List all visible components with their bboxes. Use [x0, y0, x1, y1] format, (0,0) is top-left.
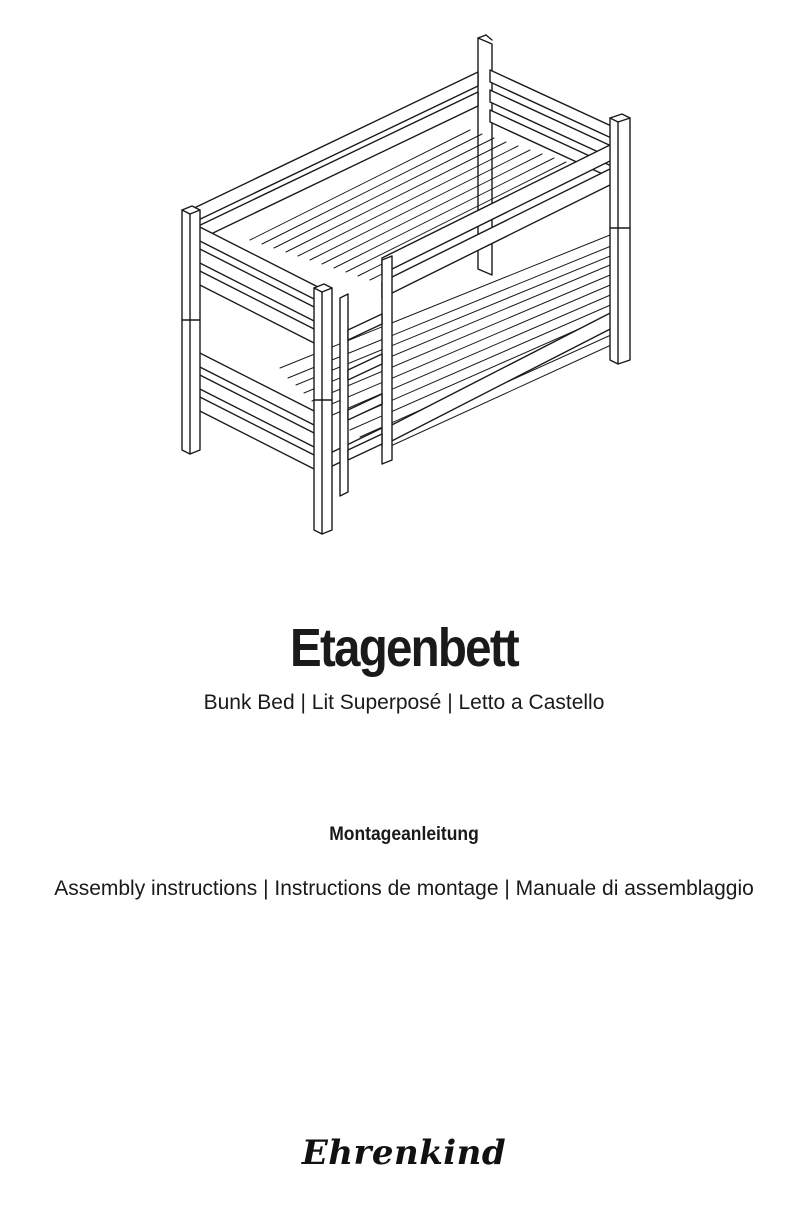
- product-title: Etagenbett: [290, 618, 518, 678]
- brand-logo: Ehrenkind: [301, 1133, 507, 1173]
- rear-left-post: [182, 206, 200, 454]
- upper-head-rails: [190, 222, 320, 346]
- instructions-languages: Assembly instructions | Instructions de montage | Manuale di assemblaggio: [54, 877, 754, 900]
- front-left-post: [314, 284, 332, 534]
- upper-back-rails: [190, 70, 620, 244]
- product-subtitle: Bunk Bed | Lit Superposé | Letto a Castello: [203, 691, 605, 714]
- front-right-post: [610, 114, 630, 364]
- instructions-heading: Montageanleitung: [329, 824, 479, 845]
- ladder: [340, 256, 392, 496]
- lower-head-rails: [190, 348, 320, 472]
- bunk-bed-illustration: [170, 30, 640, 540]
- upper-front-rails: [382, 140, 620, 298]
